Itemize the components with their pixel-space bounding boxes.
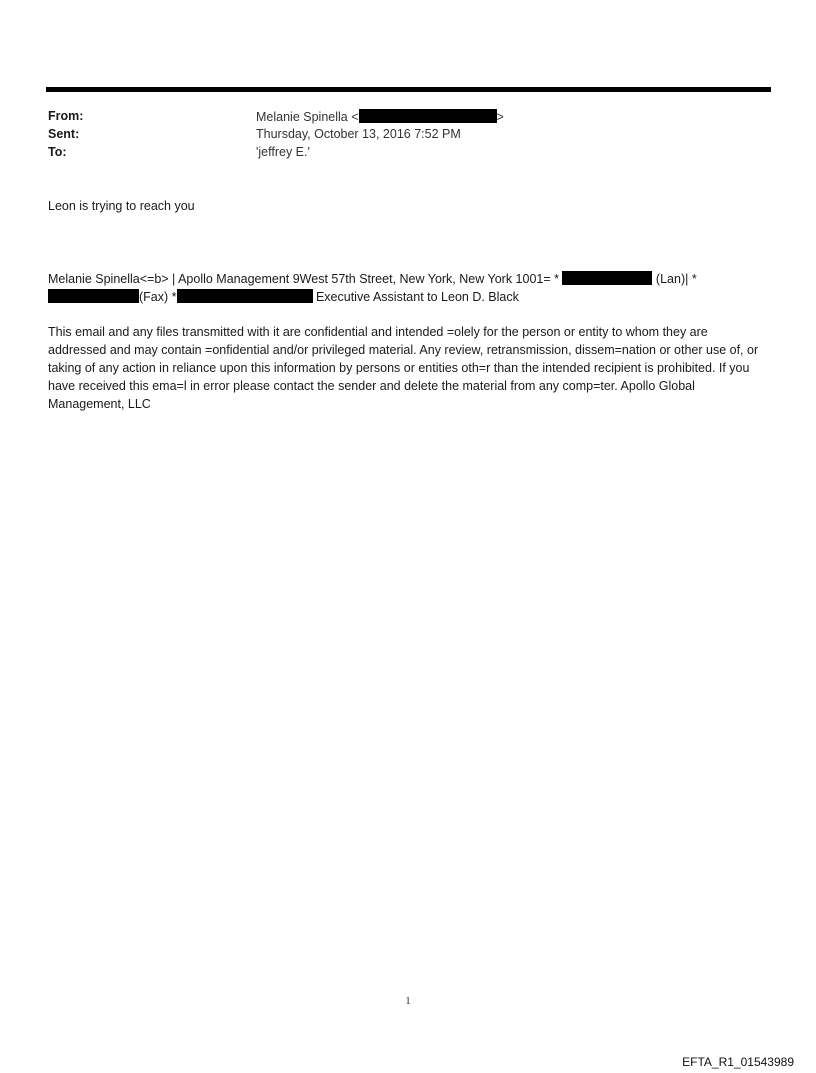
confidentiality-disclaimer: This email and any files transmitted with it are confidential and intended =olely for the person or entity to whom they are addressed and may contain =onfidential and/or privileged material. Any review, retransmission, dissem=nation or other use of, or taking of any action in reliance upon this information by persons or entities oth=r than the intended recipient is prohibited. If you have received this ema=l in error please contact the sender and delete the material from any comp=ter. Apollo Global Management, LLC <box>48 325 759 411</box>
signature-part-3: (Fax) * <box>139 290 177 304</box>
to-value: 'jeffrey E.' <box>256 145 310 159</box>
document-id: EFTA_R1_01543989 <box>682 1055 794 1069</box>
redaction-box <box>177 289 313 303</box>
to-label: To: <box>48 145 67 159</box>
sent-value: Thursday, October 13, 2016 7:52 PM <box>256 127 461 141</box>
redaction-box <box>48 289 139 303</box>
redaction-box <box>359 109 497 123</box>
signature-part-1: Melanie Spinella<=b> | Apollo Management 9West 57th Street, New York, New York 1001= * <box>48 272 563 286</box>
signature-part-2: (Lan)| * <box>652 272 697 286</box>
email-signature <box>48 270 768 306</box>
page-number: 1 <box>405 996 411 1007</box>
redaction-box <box>562 271 652 285</box>
header-rule <box>46 87 771 92</box>
email-body: Leon is trying to reach you <box>48 199 195 213</box>
from-value-end: > <box>496 110 504 124</box>
from-name: Melanie Spinella < <box>256 110 359 124</box>
from-label: From: <box>48 109 84 123</box>
signature-part-4: Executive Assistant to Leon D. Black <box>312 290 519 304</box>
sent-label: Sent: <box>48 127 80 141</box>
from-value <box>256 109 504 124</box>
